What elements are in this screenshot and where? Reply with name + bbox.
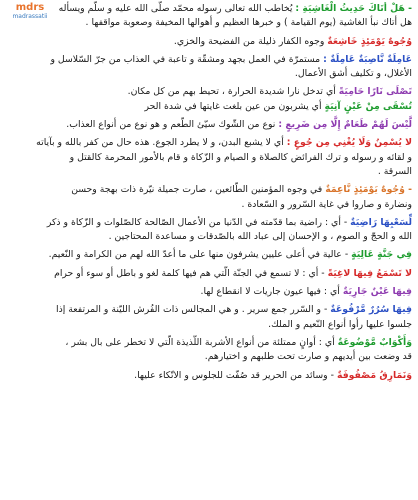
verse-explanation-block xyxy=(6,248,412,262)
text-line xyxy=(6,53,412,67)
logo-subtitle: madrassatii xyxy=(12,13,48,20)
explanation-text: - عالية في أعلى عليين يشرفون منها على ما أعدّ الله لهم من الكرامة و النّعيم. xyxy=(48,249,352,261)
explanation-text: في وجوه المؤمنين الطّائعين ، صارت جميلة نيّرة ذات بهجة وحسن xyxy=(71,184,326,196)
verse-explanation-block xyxy=(6,53,412,82)
text-line xyxy=(6,2,412,16)
verse-explanation-block xyxy=(6,336,412,365)
explanation-text: الله و الحجّ و الصوم ، و الإحسان إلى عباد الله بالصّدقات و مساعدة المحتاجين . xyxy=(108,231,412,243)
verse-explanation-block xyxy=(6,285,412,299)
explanation-text: ونضارة و صاروا في غاية السّرور و السّعادة . xyxy=(241,198,412,210)
explanation-text: - و السّرر جمع سرير . و هي المجالس ذات الفُرش الليّنة و المرتفعة إذا xyxy=(56,304,331,316)
explanation-text: جلسوا عليها رأوا أنواع النّعيم و الملك. xyxy=(268,318,412,330)
text-line xyxy=(6,198,412,212)
text-line xyxy=(6,216,412,230)
explanation-text: وجوه الكفار ذليلة من الفضيحة والخزي. xyxy=(173,35,328,47)
verse-heading: لا تَسْمَعُ فِيهَا لاغِيَةً xyxy=(327,267,412,279)
explanation-text: مستمرّة في العمل بجهد ومشقّة و تاعبة في العذاب من جرّ السّلاسل و xyxy=(50,53,324,65)
verse-heading: تُسْقَى مِنْ عَيْنٍ آنِيَةٍ xyxy=(324,100,412,112)
explanation-text: - أي : راضية بما قدّمته في الدّنيا من الأعمال الصّالحة كالصّلوات و الزّكاة و ذكر xyxy=(46,216,351,228)
explanation-text: - أي : لا تسمع في الجنّة الّتي هم فيها كلمة لغو و باطل أو سوء أو حرام xyxy=(54,267,328,279)
verse-explanation-block xyxy=(6,136,412,179)
verse-explanation-block xyxy=(6,267,412,281)
text-line xyxy=(6,165,412,179)
text-line xyxy=(6,151,412,165)
verse-explanation-block xyxy=(6,303,412,332)
text-line xyxy=(6,183,412,197)
verse-heading: وُجُوهٌ يَوْمَئِذٍ خَاشِعَةٌ xyxy=(327,35,412,47)
verse-heading: فِيهَا عَيْنٌ جَارِيَةٌ xyxy=(342,286,412,298)
verse-heading: لَّيْسَ لَهُمْ طَعَامٌ إِلَّا مِن ضَرِيعٍ : xyxy=(278,119,412,131)
verse-explanation-block xyxy=(6,2,412,31)
verse-explanation-block xyxy=(6,85,412,114)
text-line xyxy=(6,118,412,132)
explanation-text: هل أتاك نبأ الغاشية (يوم القيامة ) و خبرها العظيم و أهوالها المخيفة وصعوبة مواقفها . xyxy=(85,17,412,29)
text-line xyxy=(6,16,412,30)
text-line xyxy=(6,267,412,281)
text-line xyxy=(6,303,412,317)
verse-explanation-block xyxy=(6,118,412,132)
explanation-text: و لقائه و رسوله و ترك الفرائض كالصلاة و الصيام و الزّكاة و قام بالأمور المحرمة كالقتل و xyxy=(69,151,412,163)
text-line xyxy=(6,136,412,150)
text-line xyxy=(6,336,412,350)
verse-heading: وَأَكْوَابٌ مَّوْضُوعَةٌ xyxy=(337,336,412,348)
text-line xyxy=(6,318,412,332)
text-line xyxy=(6,248,412,262)
verse-heading: - وُجُوهٌ يَوْمَئِذٍ نَّاعِمَةٌ xyxy=(325,184,412,196)
text-line xyxy=(6,369,412,383)
text-line xyxy=(6,285,412,299)
verse-explanation-block xyxy=(6,369,412,383)
verse-explanation-block xyxy=(6,183,412,212)
verse-explanation-block xyxy=(6,216,412,245)
verse-explanation-block xyxy=(6,35,412,49)
explanation-text: - وسائد من الحرير قد صُفّت للجلوس و الاتّكاء عليها. xyxy=(134,369,337,381)
text-line xyxy=(6,35,412,49)
logo-mark: mdrs xyxy=(15,2,45,13)
text-line xyxy=(6,230,412,244)
verse-heading: - هَلْ أتَاكَ حَدِيثُ الْغَاشِيَةِ : xyxy=(295,3,412,14)
verse-heading: تَصْلَى نَارًا حَامِيَةً xyxy=(338,86,412,98)
explanation-text: يُخاطب الله تعالى رسوله محمّد صلّى الله عليه و سلّم ويسأله xyxy=(58,3,296,14)
text-line xyxy=(6,67,412,81)
explanation-document xyxy=(6,2,412,383)
verse-heading: وَنَمَارِقُ مَصْفُوفَةٌ xyxy=(336,369,412,381)
verse-heading: فِي جَنَّةٍ عَالِيَةٍ xyxy=(351,249,412,261)
text-line xyxy=(6,350,412,364)
explanation-text: أي : أوانٍ ممتلئة من أنواع الأشربة اللّذيذة الّتي لا تخطر على بال بشر ، xyxy=(65,336,338,348)
explanation-text: السرقة . xyxy=(377,165,412,177)
text-line xyxy=(6,85,412,99)
explanation-text: الأغلال، و تكليف أشق الأعمال. xyxy=(294,68,412,80)
verse-heading: لا يُسْمِنُ وَلَا يُغْنِي مِن جُوعٍ : xyxy=(286,137,412,149)
text-line xyxy=(6,100,412,114)
explanation-text: نوع من الشّوك سيّئ الطّعم و هو نوع من أنواع العذاب. xyxy=(66,119,279,131)
explanation-text: أي يشربون من عين بلغت غايتها في شدة الحر xyxy=(144,100,325,112)
verse-heading: عَامِلَةٌ نَّاصِبَةٌ عَامِلَةٌ : xyxy=(323,53,412,65)
verse-heading: فِيهَا سُرُرٌ مَّرْفُوعَةٌ xyxy=(330,304,412,316)
explanation-text: قد وضعت بين أيديهم و صارت تحت طلبهم و اختيارهم. xyxy=(204,351,412,363)
explanation-text: أي : فيها عيون جاريات لا انقطاع لها. xyxy=(200,286,343,298)
explanation-text: أي لا يشبع البدن، و لا يطرد الجوع. هذه حال من كفر بالله و بآياته xyxy=(36,137,287,149)
verse-heading: لِّسَعْيِهَا رَاضِيَةٌ xyxy=(350,216,412,228)
explanation-text: أي تدخل نارا شديدة الحرارة ، تحيط بهم من كل مكان. xyxy=(127,86,339,98)
